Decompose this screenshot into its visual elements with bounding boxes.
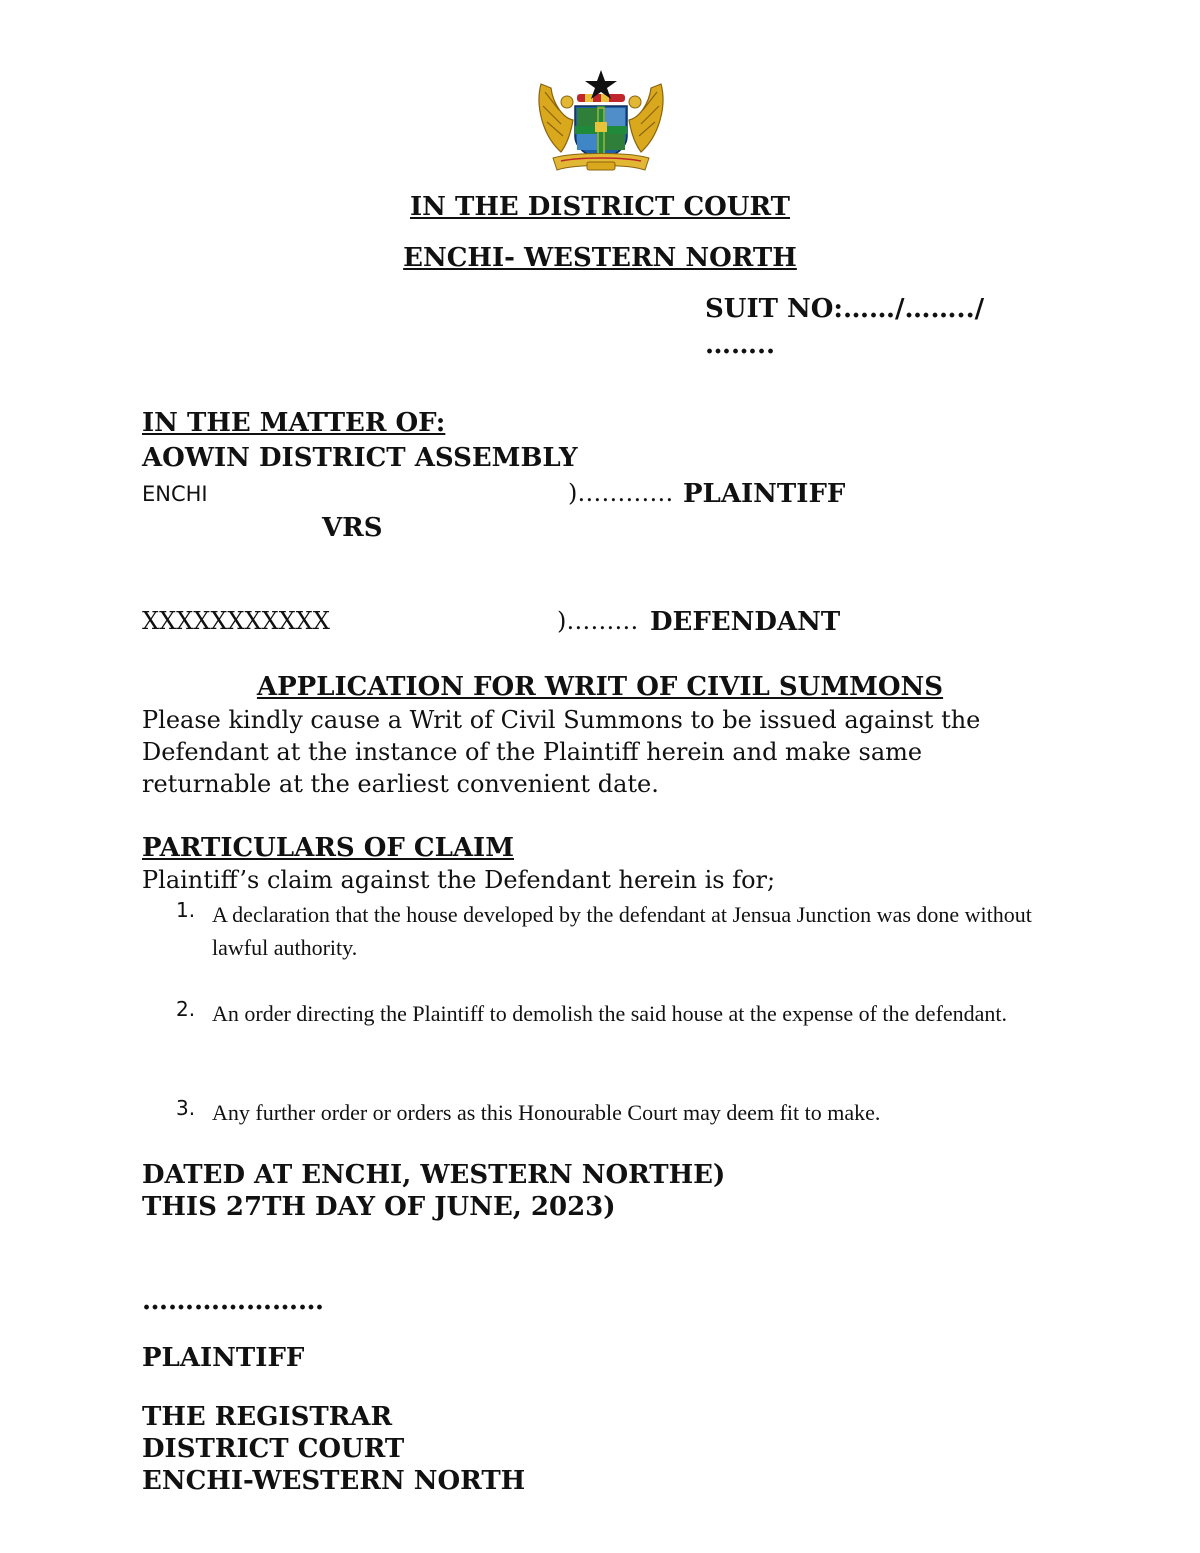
plaintiff-dots: )…………: [568, 479, 674, 507]
addressee-title: THE REGISTRAR: [142, 1402, 393, 1432]
signature-line: …………………: [142, 1286, 324, 1316]
plaintiff-town: ENCHI: [142, 482, 208, 506]
defendant-dots: )………: [557, 607, 639, 635]
application-body: Please kindly cause a Writ of Civil Summons to be issued against the Defendant at the instance of the Plaintiff herein and make same returnable at the earliest convenient date.: [142, 706, 981, 798]
suit-number: SUIT NO:……/……../: [705, 294, 985, 324]
dated-location: DATED AT ENCHI, WESTERN NORTHE): [142, 1160, 726, 1190]
particulars-intro: Plaintiff’s claim against the Defendant herein is for;: [142, 866, 776, 894]
claim-number: 3.: [176, 1096, 196, 1120]
matter-label: IN THE MATTER OF:: [142, 408, 446, 438]
plaintiff-role: PLAINTIFF: [683, 479, 846, 509]
claim-text: Any further order or orders as this Honourable Court may deem fit to make.: [212, 1100, 881, 1125]
claim-text: An order directing the Plaintiff to demolish the said house at the expense of the defendant.: [212, 1001, 1008, 1026]
claim-number: 1.: [176, 898, 196, 922]
suit-number-continued: ……..: [705, 330, 776, 360]
defendant-name: XXXXXXXXXXX: [142, 607, 330, 635]
court-heading: IN THE DISTRICT COURT: [410, 192, 790, 222]
particulars-title: PARTICULARS OF CLAIM: [142, 833, 514, 863]
signature-role: PLAINTIFF: [142, 1343, 305, 1373]
plaintiff-name: AOWIN DISTRICT ASSEMBLY: [142, 443, 578, 473]
dated-date: THIS 27TH DAY OF JUNE, 2023): [142, 1192, 616, 1222]
defendant-role: DEFENDANT: [650, 607, 841, 637]
versus-label: VRS: [322, 513, 383, 543]
claim-number: 2.: [176, 997, 196, 1021]
court-location: ENCHI- WESTERN NORTH: [403, 243, 797, 273]
addressee-location: ENCHI-WESTERN NORTH: [142, 1466, 526, 1496]
coat-of-arms-icon: [533, 66, 669, 176]
application-title: APPLICATION FOR WRIT OF CIVIL SUMMONS: [256, 672, 944, 702]
claim-text: A declaration that the house developed by the defendant at Jensua Junction was done without lawful authority.: [212, 902, 1032, 960]
addressee-court: DISTRICT COURT: [142, 1434, 405, 1464]
